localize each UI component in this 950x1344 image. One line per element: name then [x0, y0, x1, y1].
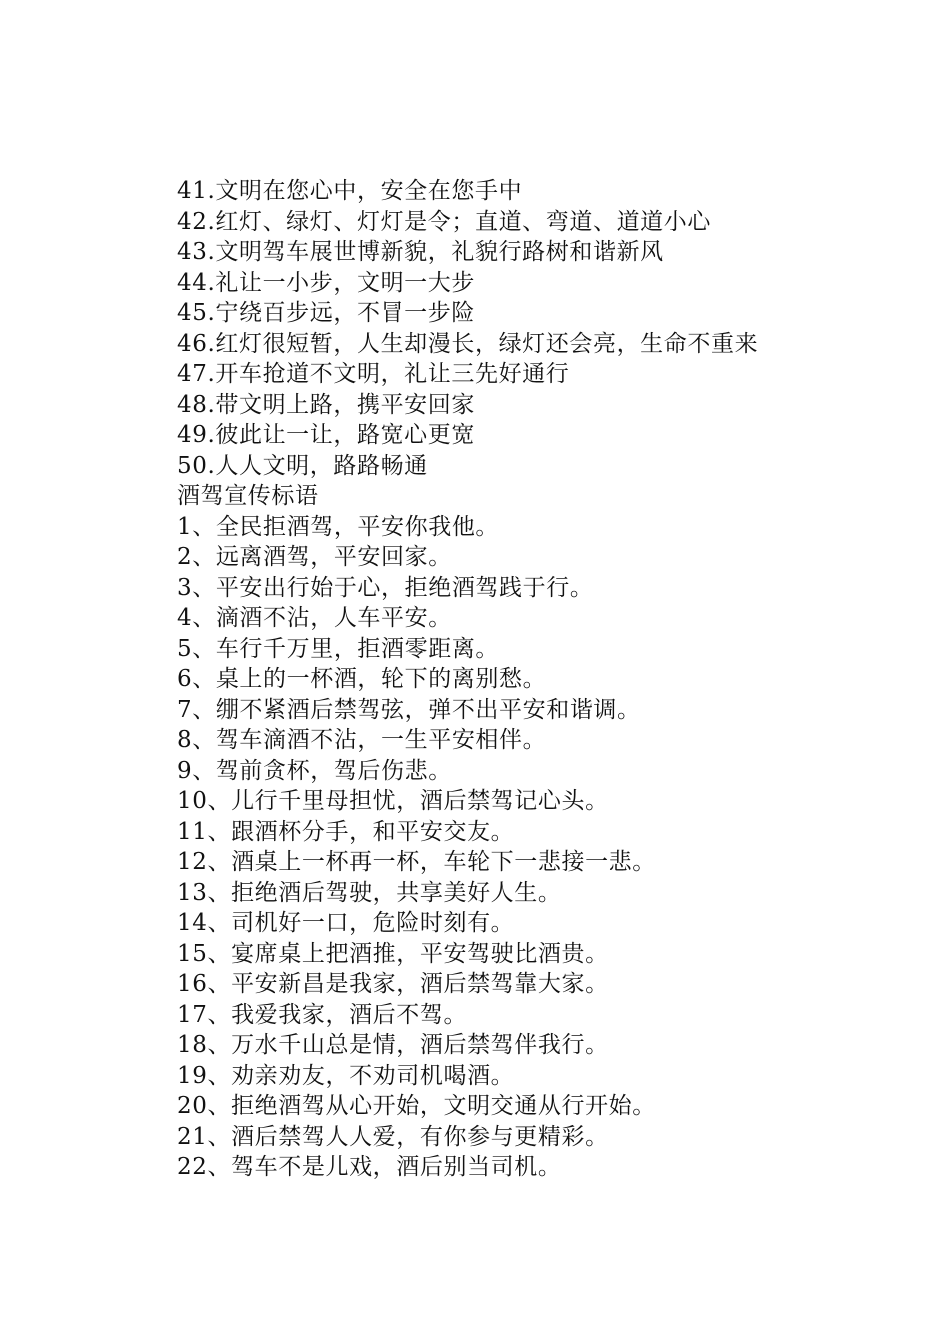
drunk-driving-slogan-14: 14、司机好一口，危险时刻有。 — [177, 910, 515, 936]
drunk-driving-slogan-3: 3、平安出行始于心，拒绝酒驾践于行。 — [177, 574, 594, 601]
drunk-driving-slogan-18: 18、万水千山总是情，酒后禁驾伴我行。 — [177, 1032, 609, 1058]
drunk-driving-slogan-12: 12、酒桌上一杯再一杯，车轮下一悲接一悲。 — [177, 849, 656, 875]
slogan-text-block — [177, 176, 857, 1183]
drunk-driving-slogan-15: 15、宴席桌上把酒推，平安驾驶比酒贵。 — [177, 940, 609, 967]
drunk-driving-slogan-22: 22、驾车不是儿戏，酒后别当司机。 — [177, 1154, 562, 1180]
slogan-line-47: 47.开车抢道不文明，礼让三先好通行 — [177, 361, 570, 387]
drunk-driving-slogan-17: 17、我爱我家，酒后不驾。 — [177, 1001, 468, 1028]
drunk-driving-slogan-7: 7、绷不紧酒后禁驾弦，弹不出平安和谐调。 — [177, 696, 641, 723]
drunk-driving-slogan-2: 2、远离酒驾，平安回家。 — [177, 544, 452, 570]
drunk-driving-slogan-19: 19、劝亲劝友，不劝司机喝酒。 — [177, 1062, 515, 1089]
slogan-line-49: 49.彼此让一让，路宽心更宽 — [177, 422, 475, 448]
section-heading: 酒驾宣传标语 — [177, 483, 319, 509]
drunk-driving-slogan-10: 10、儿行千里母担忧，酒后禁驾记心头。 — [177, 788, 609, 814]
drunk-driving-slogan-8: 8、驾车滴酒不沾，一生平安相伴。 — [177, 727, 547, 753]
drunk-driving-slogan-16: 16、平安新昌是我家，酒后禁驾靠大家。 — [177, 971, 609, 997]
drunk-driving-slogan-13: 13、拒绝酒后驾驶，共享美好人生。 — [177, 879, 562, 906]
slogan-line-50: 50.人人文明，路路畅通 — [177, 452, 428, 479]
slogan-line-43: 43.文明驾车展世博新貌，礼貌行路树和谐新风 — [177, 239, 664, 265]
drunk-driving-slogan-6: 6、桌上的一杯酒，轮下的离别愁。 — [177, 666, 547, 692]
drunk-driving-slogan-20: 20、拒绝酒驾从心开始，文明交通从行开始。 — [177, 1093, 656, 1119]
drunk-driving-slogan-5: 5、车行千万里，拒酒零距离。 — [177, 635, 500, 662]
drunk-driving-slogan-4: 4、滴酒不沾，人车平安。 — [177, 605, 452, 631]
drunk-driving-slogan-11: 11、跟酒杯分手，和平安交友。 — [177, 818, 515, 845]
slogan-line-45: 45.宁绕百步远，不冒一步险 — [177, 300, 475, 326]
slogan-line-48: 48.带文明上路，携平安回家 — [177, 391, 475, 418]
drunk-driving-slogan-21: 21、酒后禁驾人人爱，有你参与更精彩。 — [177, 1123, 609, 1150]
drunk-driving-slogan-9: 9、驾前贪杯，驾后伤悲。 — [177, 757, 452, 784]
slogan-line-46: 46.红灯很短暂，人生却漫长，绿灯还会亮，生命不重来 — [177, 330, 759, 357]
slogan-line-44: 44.礼让一小步，文明一大步 — [177, 269, 475, 296]
slogan-line-41: 41.文明在您心中，安全在您手中 — [177, 178, 523, 204]
drunk-driving-slogan-1: 1、全民拒酒驾，平安你我他。 — [177, 513, 500, 540]
slogan-line-42: 42.红灯、绿灯、灯灯是令；直道、弯道、道道小心 — [177, 208, 711, 235]
